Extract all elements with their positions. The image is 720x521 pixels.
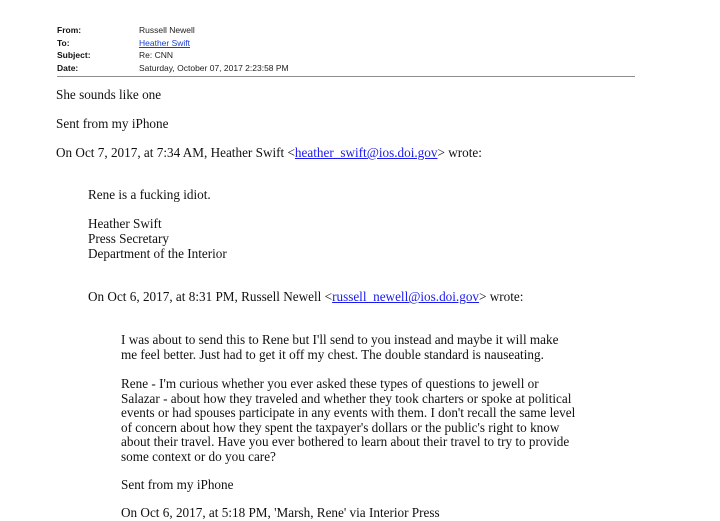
quote2-para2-line3: events or had spouses participate in any events with them. I don't recall the same level [121, 405, 576, 420]
quote1-text: Rene is a fucking idiot. [88, 187, 211, 202]
quote1-sig-org: Department of the Interior [88, 246, 227, 261]
quote2-para1-line2: me feel better. Just had to get it off my chest. The double standard is nauseating. [121, 347, 544, 362]
quote1-email-link[interactable]: heather_swift@ios.doi.gov [294, 145, 438, 160]
to-row [57, 37, 637, 50]
quote2-para2-line4: of concern about how they spent the taxpayer's dollars or the public's right to know [121, 420, 560, 435]
subject-row [57, 49, 637, 62]
date-label: Date: [57, 62, 79, 73]
from-row [57, 24, 637, 37]
quote2-intro-prefix: On Oct 6, 2017, at 8:31 PM, Russell Newell < [88, 289, 333, 304]
quote1-intro-suffix: > wrote: [437, 145, 482, 160]
quote1-intro [56, 145, 482, 161]
email-header [57, 24, 637, 74]
signature: Sent from my iPhone [56, 116, 169, 131]
to-label: To: [57, 37, 70, 48]
quote1-sig-name: Heather Swift [88, 216, 162, 231]
quote2-para2-line1: Rene - I'm curious whether you ever asked these types of questions to jewell or [121, 376, 539, 391]
to-link[interactable]: Heather Swift [139, 37, 191, 48]
quote1-intro-prefix: On Oct 7, 2017, at 7:34 AM, Heather Swift < [56, 145, 295, 160]
date-value: Saturday, October 07, 2017 2:23:58 PM [139, 62, 289, 73]
quote2-intro [88, 289, 523, 305]
header-divider [57, 76, 635, 77]
quote2-para2-line6: some context or do you care? [121, 449, 276, 464]
subject-label: Subject: [57, 50, 91, 60]
subject-value: Re: CNN [139, 50, 174, 60]
quote2-para1-line1: I was about to send this to Rene but I'll send to you instead and maybe it will make [121, 332, 559, 347]
quote2-signature: Sent from my iPhone [121, 477, 234, 492]
quote2-email-link[interactable]: russell_newell@ios.doi.gov [332, 289, 480, 304]
quote2-para2-line2: Salazar - about how they traveled and whether they took charters or spoke at political [121, 391, 572, 406]
from-value: Russell Newell [139, 25, 195, 35]
quote3-intro-partial: On Oct 6, 2017, at 5:18 PM, 'Marsh, Rene' via Interior Press [121, 505, 440, 520]
quote1-sig-title: Press Secretary [88, 231, 169, 246]
from-label: From: [57, 25, 82, 35]
quote2-intro-suffix: > wrote: [479, 289, 524, 304]
date-row [57, 62, 637, 75]
reply-text: She sounds like one [56, 87, 162, 102]
quote2-para2-line5: about their travel. Have you ever bothered to learn about their travel to try to provide [121, 434, 570, 449]
